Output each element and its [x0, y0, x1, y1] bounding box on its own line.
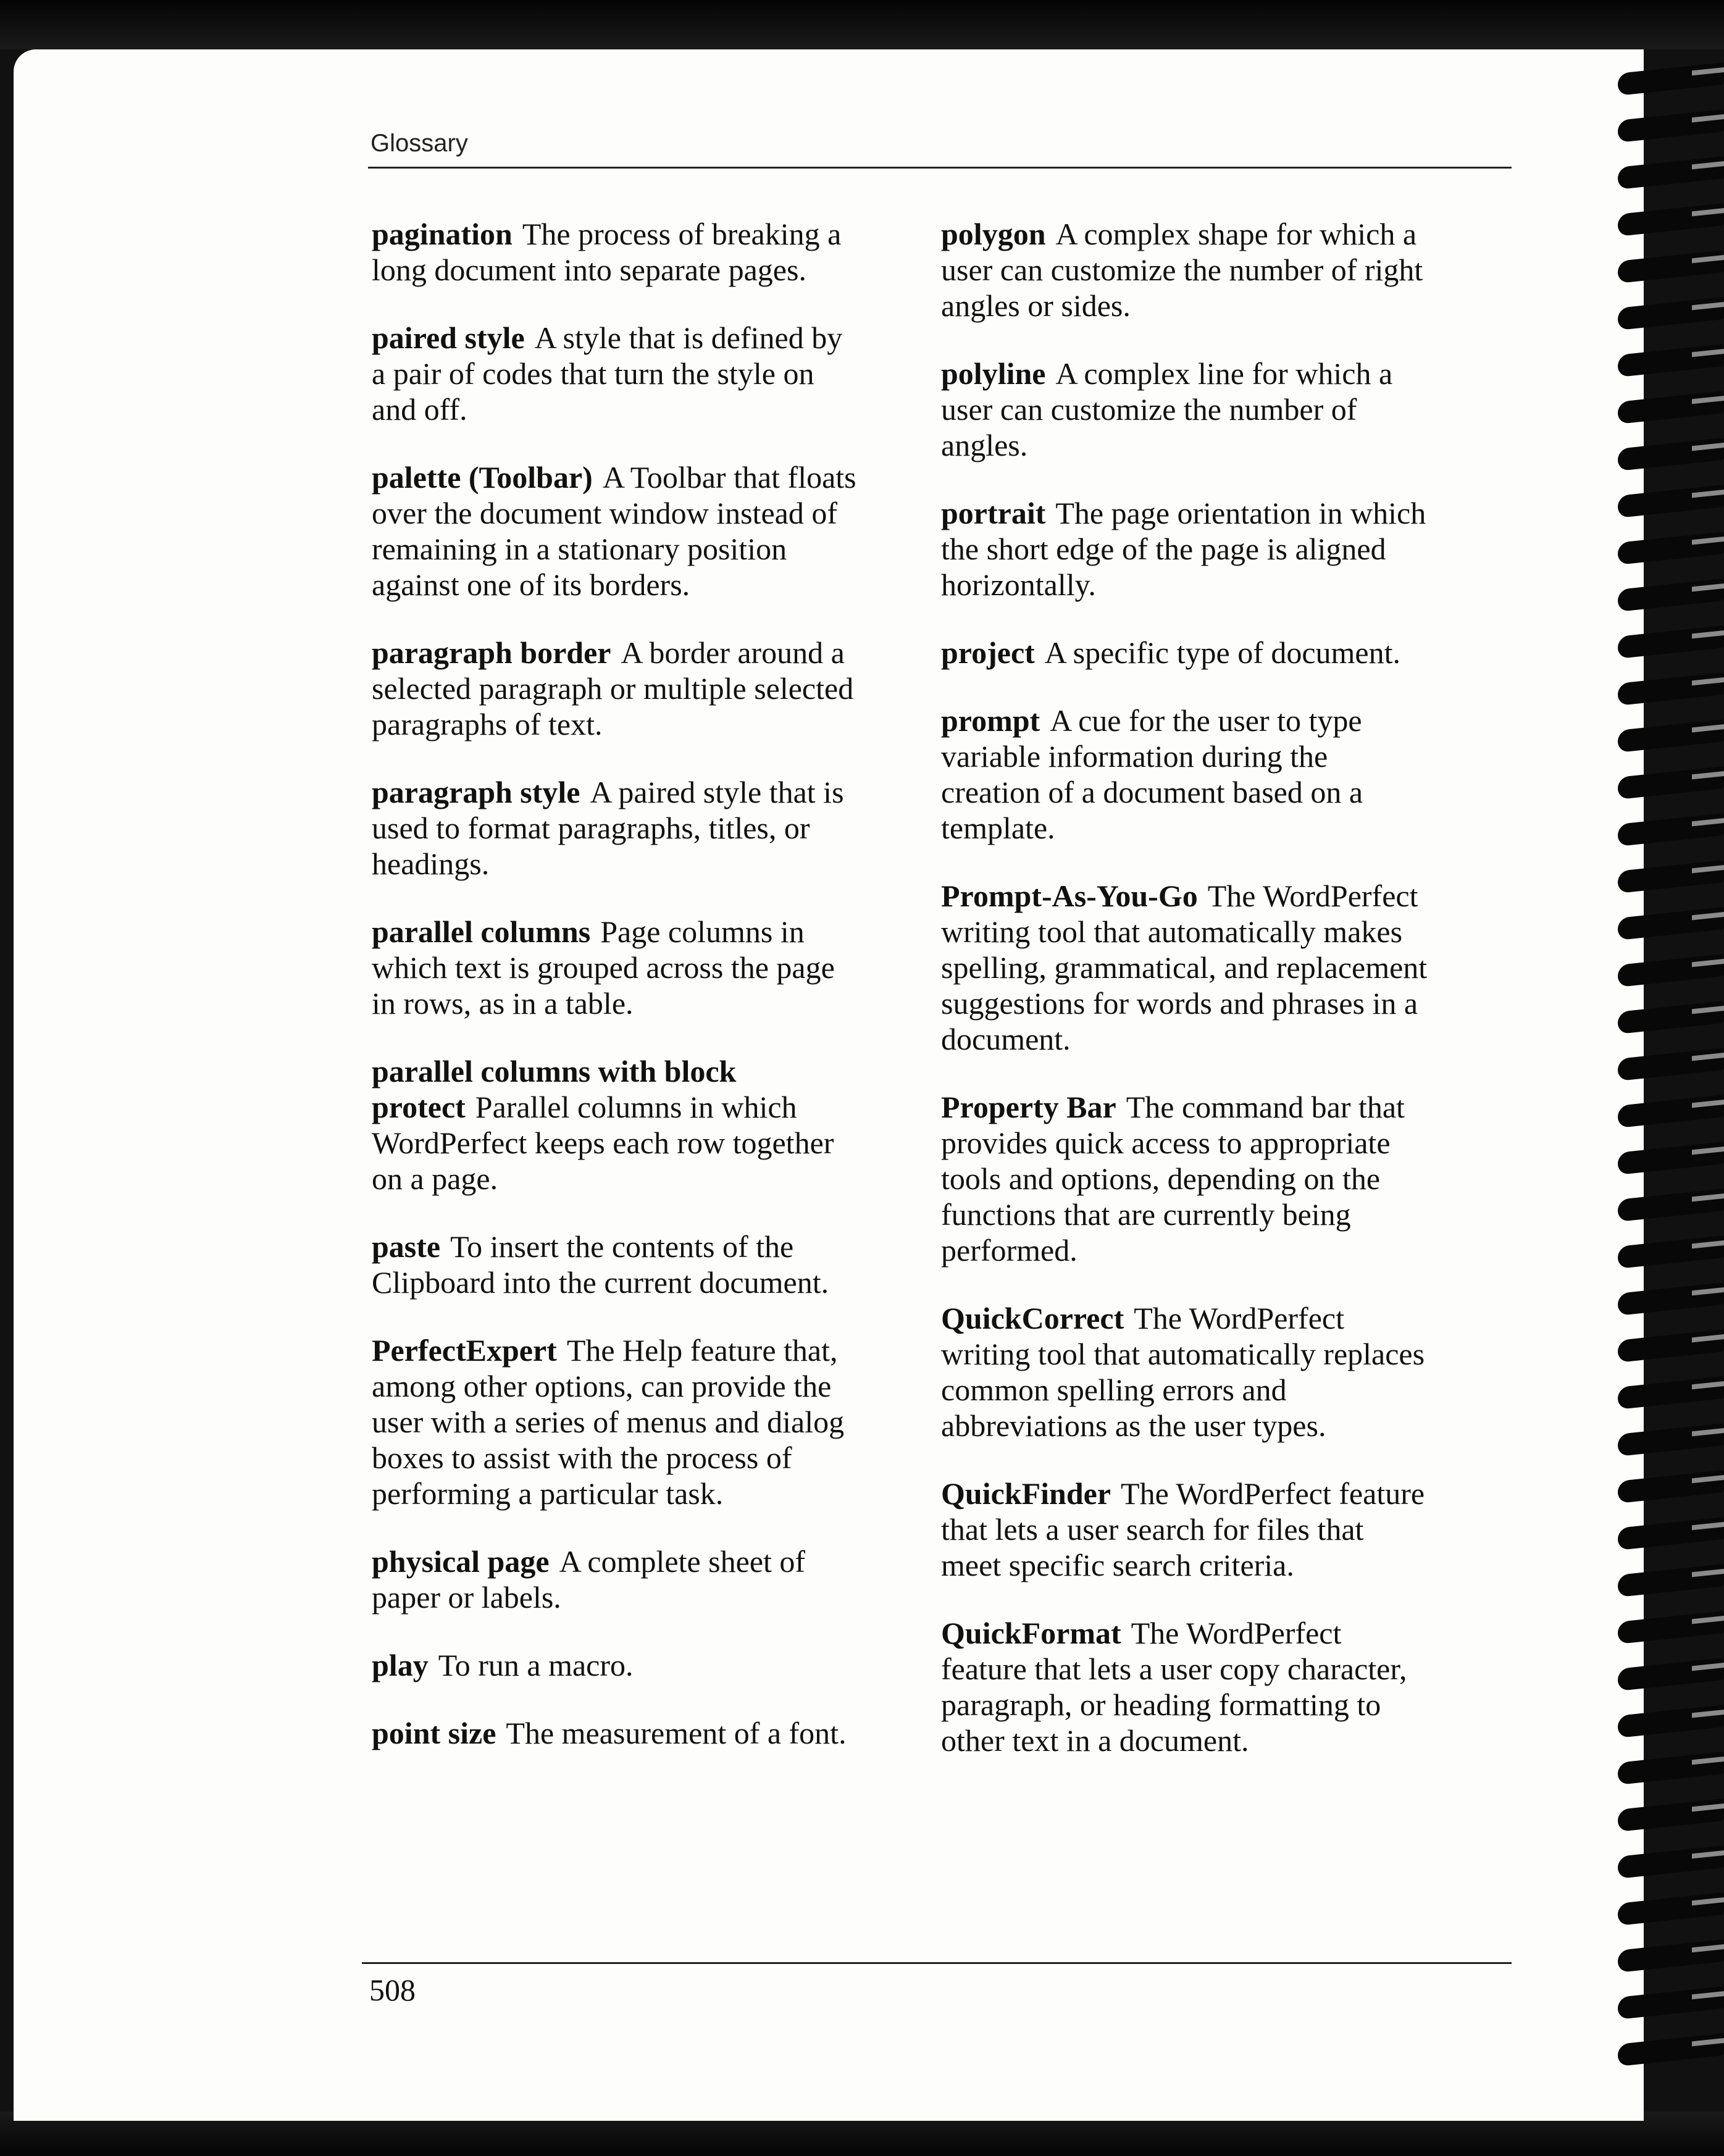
glossary-definition: A paired style that is used to format paragraphs, titles, or headings. — [372, 775, 844, 881]
glossary-term: parallel columns with block protect — [372, 1054, 737, 1124]
binding-ring — [1618, 1470, 1724, 1503]
footer-rule — [362, 1962, 1512, 1964]
glossary-definition: The WordPerfect feature that lets a user search for files that meet specific search criteria. — [941, 1476, 1425, 1582]
running-head: Glossary — [370, 130, 468, 157]
glossary-definition: A specific type of document. — [1044, 635, 1401, 670]
glossary-term: palette (Toolbar) — [372, 460, 593, 495]
binding-ring — [1618, 1142, 1724, 1175]
binding-ring — [1618, 1799, 1724, 1832]
glossary-definition: To insert the contents of the Clipboard into the current document. — [372, 1229, 829, 1300]
glossary-entry — [372, 320, 860, 427]
binding-ring — [1618, 954, 1724, 987]
glossary-term: point size — [372, 1716, 496, 1750]
glossary-definition: A complex line for which a user can customize the number of angles. — [941, 356, 1393, 462]
glossary-entry — [372, 459, 860, 603]
binding-ring — [1618, 203, 1724, 236]
glossary-term: physical page — [372, 1544, 550, 1579]
glossary-term: paste — [372, 1229, 441, 1264]
glossary-term: paragraph style — [372, 775, 580, 809]
binding-ring — [1618, 1235, 1724, 1269]
glossary-term: pagination — [372, 217, 513, 251]
binding-ring — [1618, 438, 1724, 471]
binding-ring — [1618, 344, 1724, 377]
binding-ring — [1618, 579, 1724, 612]
glossary-entry — [372, 216, 860, 288]
binding-ring — [1618, 1752, 1724, 1785]
glossary-definition: The command bar that provides quick access to appropriate tools and options, depending on the functions that are currently being performed. — [941, 1090, 1405, 1268]
glossary-definition: Parallel columns in which WordPerfect keeps each row together on a page. — [372, 1090, 834, 1196]
glossary-entry — [372, 1053, 860, 1197]
glossary-term: QuickFinder — [941, 1476, 1111, 1511]
glossary-entry — [941, 495, 1429, 603]
binding-ring — [1618, 813, 1724, 846]
glossary-entry — [372, 1229, 860, 1300]
binding-ring — [1618, 391, 1724, 424]
glossary-entry — [941, 356, 1429, 463]
binding-ring — [1618, 62, 1724, 96]
binding-ring — [1618, 297, 1724, 330]
glossary-term: portrait — [941, 496, 1046, 530]
glossary-entry — [372, 635, 860, 742]
glossary-term: project — [941, 635, 1035, 670]
glossary-definition: The process of breaking a long document into separate pages. — [372, 217, 842, 287]
glossary-entry — [941, 1615, 1429, 1758]
glossary-term: prompt — [941, 703, 1040, 738]
glossary-entry — [941, 878, 1429, 1057]
glossary-entry — [372, 1332, 860, 1511]
binding-ring — [1618, 1705, 1724, 1738]
binding-ring — [1618, 1611, 1724, 1644]
glossary-term: Prompt-As-You-Go — [941, 879, 1198, 913]
binding-ring — [1618, 156, 1724, 190]
glossary-term: parallel columns — [372, 914, 591, 949]
glossary-definition: A Toolbar that floats over the document window instead of remaining in a stationary position against one of its borders. — [372, 460, 856, 602]
glossary-term: Property Bar — [941, 1090, 1116, 1124]
scan-border-top — [0, 0, 1724, 49]
glossary-term: paragraph border — [372, 635, 611, 670]
binding-ring — [1618, 1986, 1724, 2020]
binding-ring — [1618, 860, 1724, 893]
binding-ring — [1618, 250, 1724, 283]
glossary-entry — [941, 635, 1429, 671]
header-rule — [368, 167, 1512, 169]
glossary-entry — [941, 1476, 1429, 1583]
binding-ring — [1618, 1517, 1724, 1550]
binding-ring — [1618, 1423, 1724, 1456]
glossary-definition: The measurement of a font. — [506, 1716, 847, 1750]
glossary-definition: To run a macro. — [438, 1648, 634, 1682]
glossary-definition: A border around a selected paragraph or multiple selected paragraphs of text. — [372, 635, 854, 742]
binding-ring — [1618, 672, 1724, 706]
binding-ring — [1618, 1189, 1724, 1222]
glossary-term: polygon — [941, 217, 1046, 251]
binding-ring — [1618, 1845, 1724, 1879]
glossary-entry — [372, 914, 860, 1021]
binding-ring — [1618, 1892, 1724, 1926]
binding-ring — [1618, 1376, 1724, 1410]
glossary-definition: A cue for the user to type variable information during the creation of a document based on a template. — [941, 703, 1363, 845]
binding-ring — [1618, 1939, 1724, 1973]
binding-ring — [1618, 485, 1724, 518]
binding-ring — [1618, 766, 1724, 800]
binding-ring — [1618, 1282, 1724, 1316]
glossary-term: polyline — [941, 356, 1046, 391]
glossary-entry — [372, 1544, 860, 1615]
glossary-term: play — [372, 1648, 429, 1682]
binding-ring — [1618, 2033, 1724, 2066]
glossary-definition: A complex shape for which a user can customize the number of right angles or sides. — [941, 217, 1423, 323]
binding-ring — [1618, 1001, 1724, 1034]
binding-ring — [1618, 532, 1724, 565]
binding-ring — [1618, 625, 1724, 659]
binding-ring — [1618, 109, 1724, 143]
glossary-term: paired style — [372, 320, 525, 355]
glossary-term: QuickCorrect — [941, 1301, 1124, 1335]
binding-ring — [1618, 907, 1724, 940]
glossary-entry — [941, 1089, 1429, 1268]
glossary-column-left — [372, 216, 860, 1783]
glossary-definition: The WordPerfect writing tool that automatically replaces common spelling errors and abbreviations as the user types. — [941, 1301, 1425, 1443]
binding-ring — [1618, 1329, 1724, 1363]
binding-ring — [1618, 1564, 1724, 1597]
glossary-definition: Page columns in which text is grouped across the page in rows, as in a table. — [372, 914, 835, 1021]
glossary-entry — [941, 216, 1429, 324]
glossary-entry — [372, 774, 860, 882]
binding-ring — [1618, 1095, 1724, 1128]
binding-ring — [1618, 1658, 1724, 1691]
glossary-entry — [941, 1300, 1429, 1444]
binding-ring — [1618, 719, 1724, 753]
glossary-definition: A complete sheet of paper or labels. — [372, 1544, 806, 1615]
glossary-column-right — [941, 216, 1429, 1790]
glossary-definition: The WordPerfect writing tool that automatically makes spelling, grammatical, and replacement suggestions for words and phrases in a document. — [941, 879, 1428, 1056]
binding-ring — [1618, 1048, 1724, 1081]
glossary-definition: The Help feature that, among other options, can provide the user with a series of menus and dialog boxes to assist with the process of performing a particular task. — [372, 1333, 845, 1511]
glossary-definition: The WordPerfect feature that lets a user copy character, paragraph, or heading formatting to other text in a document. — [941, 1616, 1407, 1758]
glossary-entry — [372, 1715, 860, 1751]
glossary-entry — [372, 1647, 860, 1683]
glossary-term: QuickFormat — [941, 1616, 1121, 1650]
glossary-definition: A style that is defined by a pair of codes that turn the style on and off. — [372, 320, 843, 427]
glossary-definition: The page orientation in which the short edge of the page is aligned horizontally. — [941, 496, 1426, 602]
spiral-binding — [1605, 68, 1724, 2112]
glossary-term: PerfectExpert — [372, 1333, 557, 1368]
glossary-entry — [941, 703, 1429, 846]
page-number: 508 — [369, 1973, 416, 2007]
